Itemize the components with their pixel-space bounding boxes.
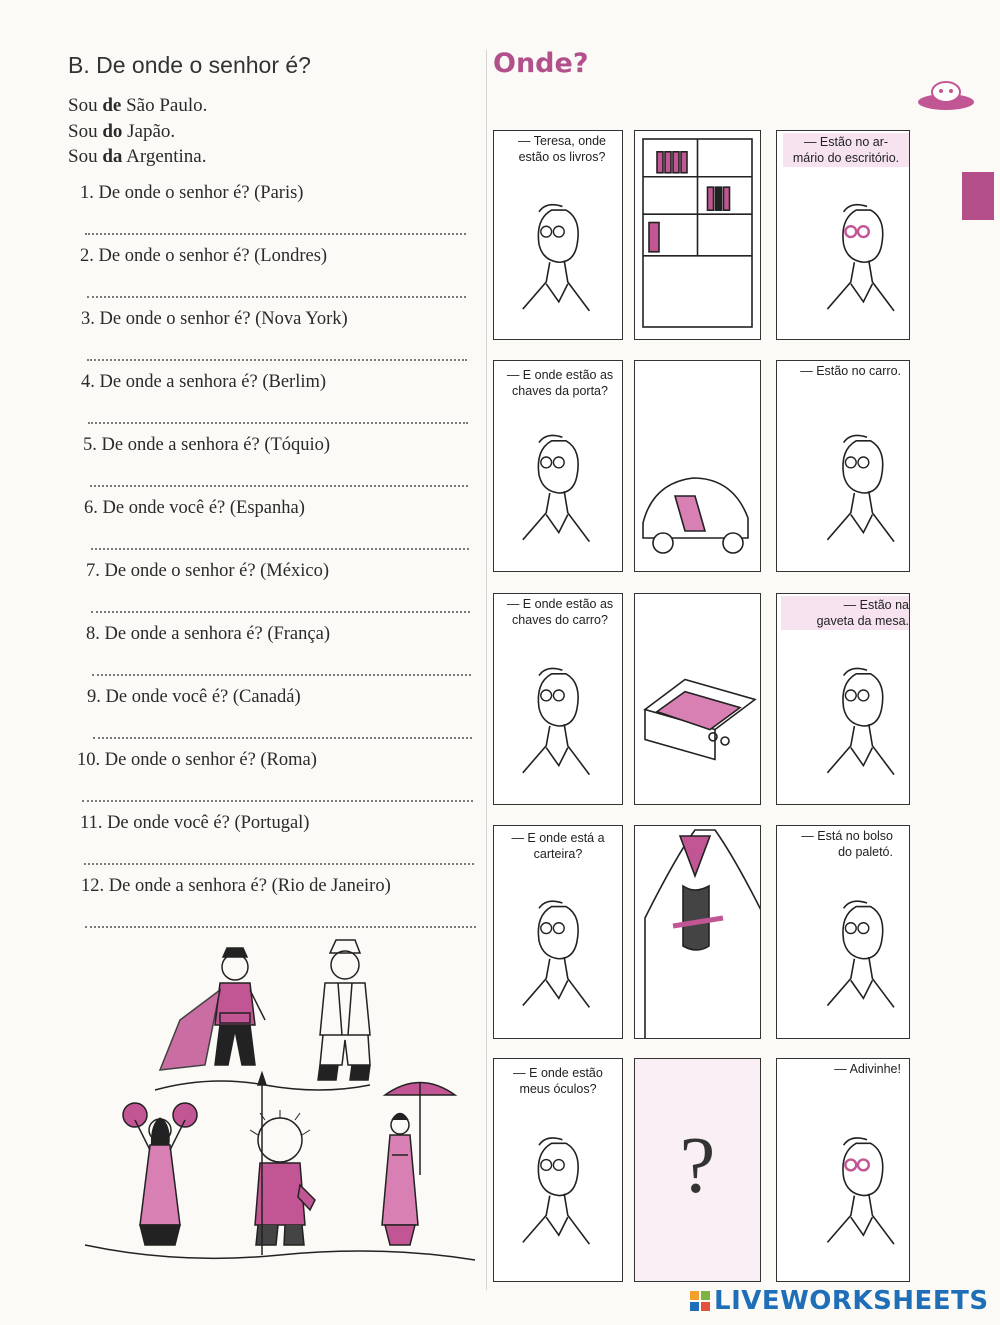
- question-7: 7. De onde o senhor é? (México): [86, 561, 329, 581]
- answer-field-3[interactable]: [87, 341, 467, 361]
- answer-field-5[interactable]: [90, 467, 468, 487]
- question-5: 5. De onde a senhora é? (Tóquio): [83, 435, 331, 455]
- eskimo-figure: [250, 1073, 315, 1255]
- person-drawing: [827, 668, 894, 774]
- liveworksheets-logo: [690, 1286, 989, 1316]
- person-drawing: [523, 435, 590, 541]
- bullfighter-figure: [160, 948, 265, 1070]
- speech-text: [781, 596, 910, 630]
- person-drawing: [827, 435, 894, 541]
- comic-panel-r3-c3: [776, 593, 910, 805]
- answer-field-2[interactable]: [87, 278, 466, 298]
- example-line: Sou do Japão.: [68, 120, 176, 142]
- question-11: 11. De onde você é? (Portugal): [80, 813, 310, 833]
- answer-field-9[interactable]: [93, 719, 472, 739]
- question-10: 10. De onde o senhor é? (Roma): [77, 750, 317, 770]
- comic-panel-r4-c3: [776, 825, 910, 1039]
- speech-line: — Estão no ar-: [803, 135, 889, 149]
- answer-field-10[interactable]: [82, 782, 473, 802]
- section-b-title: B. De onde o senhor é?: [68, 52, 311, 78]
- speech-line: carteira?: [533, 847, 583, 861]
- question-3: 3. De onde o senhor é? (Nova York): [81, 309, 348, 329]
- speech-line: — Estão no carro.: [800, 364, 901, 378]
- question-12: 12. De onde a senhora é? (Rio de Janeiro): [81, 876, 391, 896]
- speech-line: chaves da porta?: [512, 384, 608, 398]
- speech-line: mário do escritório.: [792, 151, 900, 165]
- tyrolean-figure: [318, 940, 370, 1080]
- speech-line: — Adivinhe!: [834, 1062, 901, 1076]
- answer-field-8[interactable]: [92, 656, 471, 676]
- example-line: Sou da Argentina.: [68, 146, 207, 167]
- person-drawing: [523, 1138, 590, 1244]
- dancer-figure: [123, 1103, 197, 1245]
- answer-field-6[interactable]: [91, 530, 469, 550]
- answer-field-7[interactable]: [91, 593, 470, 613]
- comic-panel-r2-c3: [776, 360, 910, 572]
- comic-panel-r1-c1: [493, 130, 623, 340]
- question-8: 8. De onde a senhora é? (França): [86, 624, 330, 644]
- question-4: 4. De onde a senhora é? (Berlim): [81, 372, 327, 392]
- speech-text: [502, 830, 614, 862]
- speech-line: gaveta da mesa.: [816, 614, 909, 628]
- answer-field-1[interactable]: [85, 215, 466, 235]
- person-drawing: [523, 205, 590, 311]
- answer-field-11[interactable]: [84, 845, 474, 865]
- speech-line: — E onde estão as: [506, 368, 614, 382]
- speech-line: — Está no bolso: [801, 829, 893, 843]
- comic-panel-r5-c1: [493, 1058, 623, 1282]
- person-drawing: [827, 1138, 894, 1244]
- comic-panel-r4-c1: [493, 825, 623, 1039]
- bookcase-drawing: [643, 139, 752, 327]
- person-drawing: [827, 205, 894, 311]
- logo-text: LIVEWORKSHEETS: [714, 1286, 989, 1316]
- speech-text: [500, 367, 620, 399]
- comic-panel-r2-c1: [493, 360, 623, 572]
- speech-text: [502, 1065, 614, 1097]
- answer-field-12[interactable]: [85, 908, 476, 928]
- comic-panel-r4-c2: [634, 825, 761, 1039]
- comic-panel-r2-c2: [634, 360, 761, 572]
- speech-line: — Estão na: [843, 598, 909, 612]
- speech-line: estão os livros?: [518, 150, 606, 164]
- speech-line: do paletó.: [838, 845, 893, 859]
- question-mark: ?: [679, 1122, 716, 1211]
- speech-line: meus óculos?: [519, 1082, 597, 1096]
- cartoon-icon: [915, 78, 977, 112]
- drawer-drawing: [645, 680, 755, 760]
- speech-text: [500, 596, 620, 628]
- jacket-drawing: [645, 830, 760, 1038]
- logo-squares-icon: [690, 1291, 710, 1311]
- comic-panel-r3-c2: [634, 593, 761, 805]
- speech-text: [781, 1061, 901, 1077]
- speech-line: — Teresa, onde: [517, 134, 607, 148]
- speech-text: [781, 828, 893, 860]
- speech-line: — E onde estão as: [506, 597, 614, 611]
- geisha-figure: [382, 1083, 455, 1246]
- question-2: 2. De onde o senhor é? (Londres): [80, 246, 328, 266]
- costumes-illustration: [80, 935, 480, 1285]
- speech-text: [502, 133, 622, 165]
- speech-line: — E onde estão: [513, 1066, 603, 1080]
- comic-panel-r5-c2: [634, 1058, 761, 1282]
- question-6: 6. De onde você é? (Espanha): [84, 498, 305, 518]
- comic-panel-r1-c3: [776, 130, 910, 340]
- page-edge-tab: [962, 172, 994, 220]
- person-drawing: [523, 668, 590, 774]
- speech-line: — E onde está a: [511, 831, 605, 845]
- speech-text: [781, 363, 901, 379]
- speech-text: [783, 133, 909, 167]
- example-line: Sou de São Paulo.: [68, 95, 208, 116]
- answer-field-4[interactable]: [88, 404, 468, 424]
- question-9: 9. De onde você é? (Canadá): [87, 687, 301, 707]
- car-drawing: [643, 478, 748, 553]
- speech-line: chaves do carro?: [512, 613, 608, 627]
- person-drawing: [827, 901, 894, 1007]
- comic-panel-r3-c1: [493, 593, 623, 805]
- person-drawing: [523, 901, 590, 1007]
- column-divider: [486, 50, 487, 1290]
- onde-title: Onde?: [493, 48, 589, 79]
- example-sentences: [68, 93, 207, 170]
- comic-panel-r1-c2: [634, 130, 761, 340]
- question-1: 1. De onde o senhor é? (Paris): [80, 183, 304, 203]
- comic-panel-r5-c3: [776, 1058, 910, 1282]
